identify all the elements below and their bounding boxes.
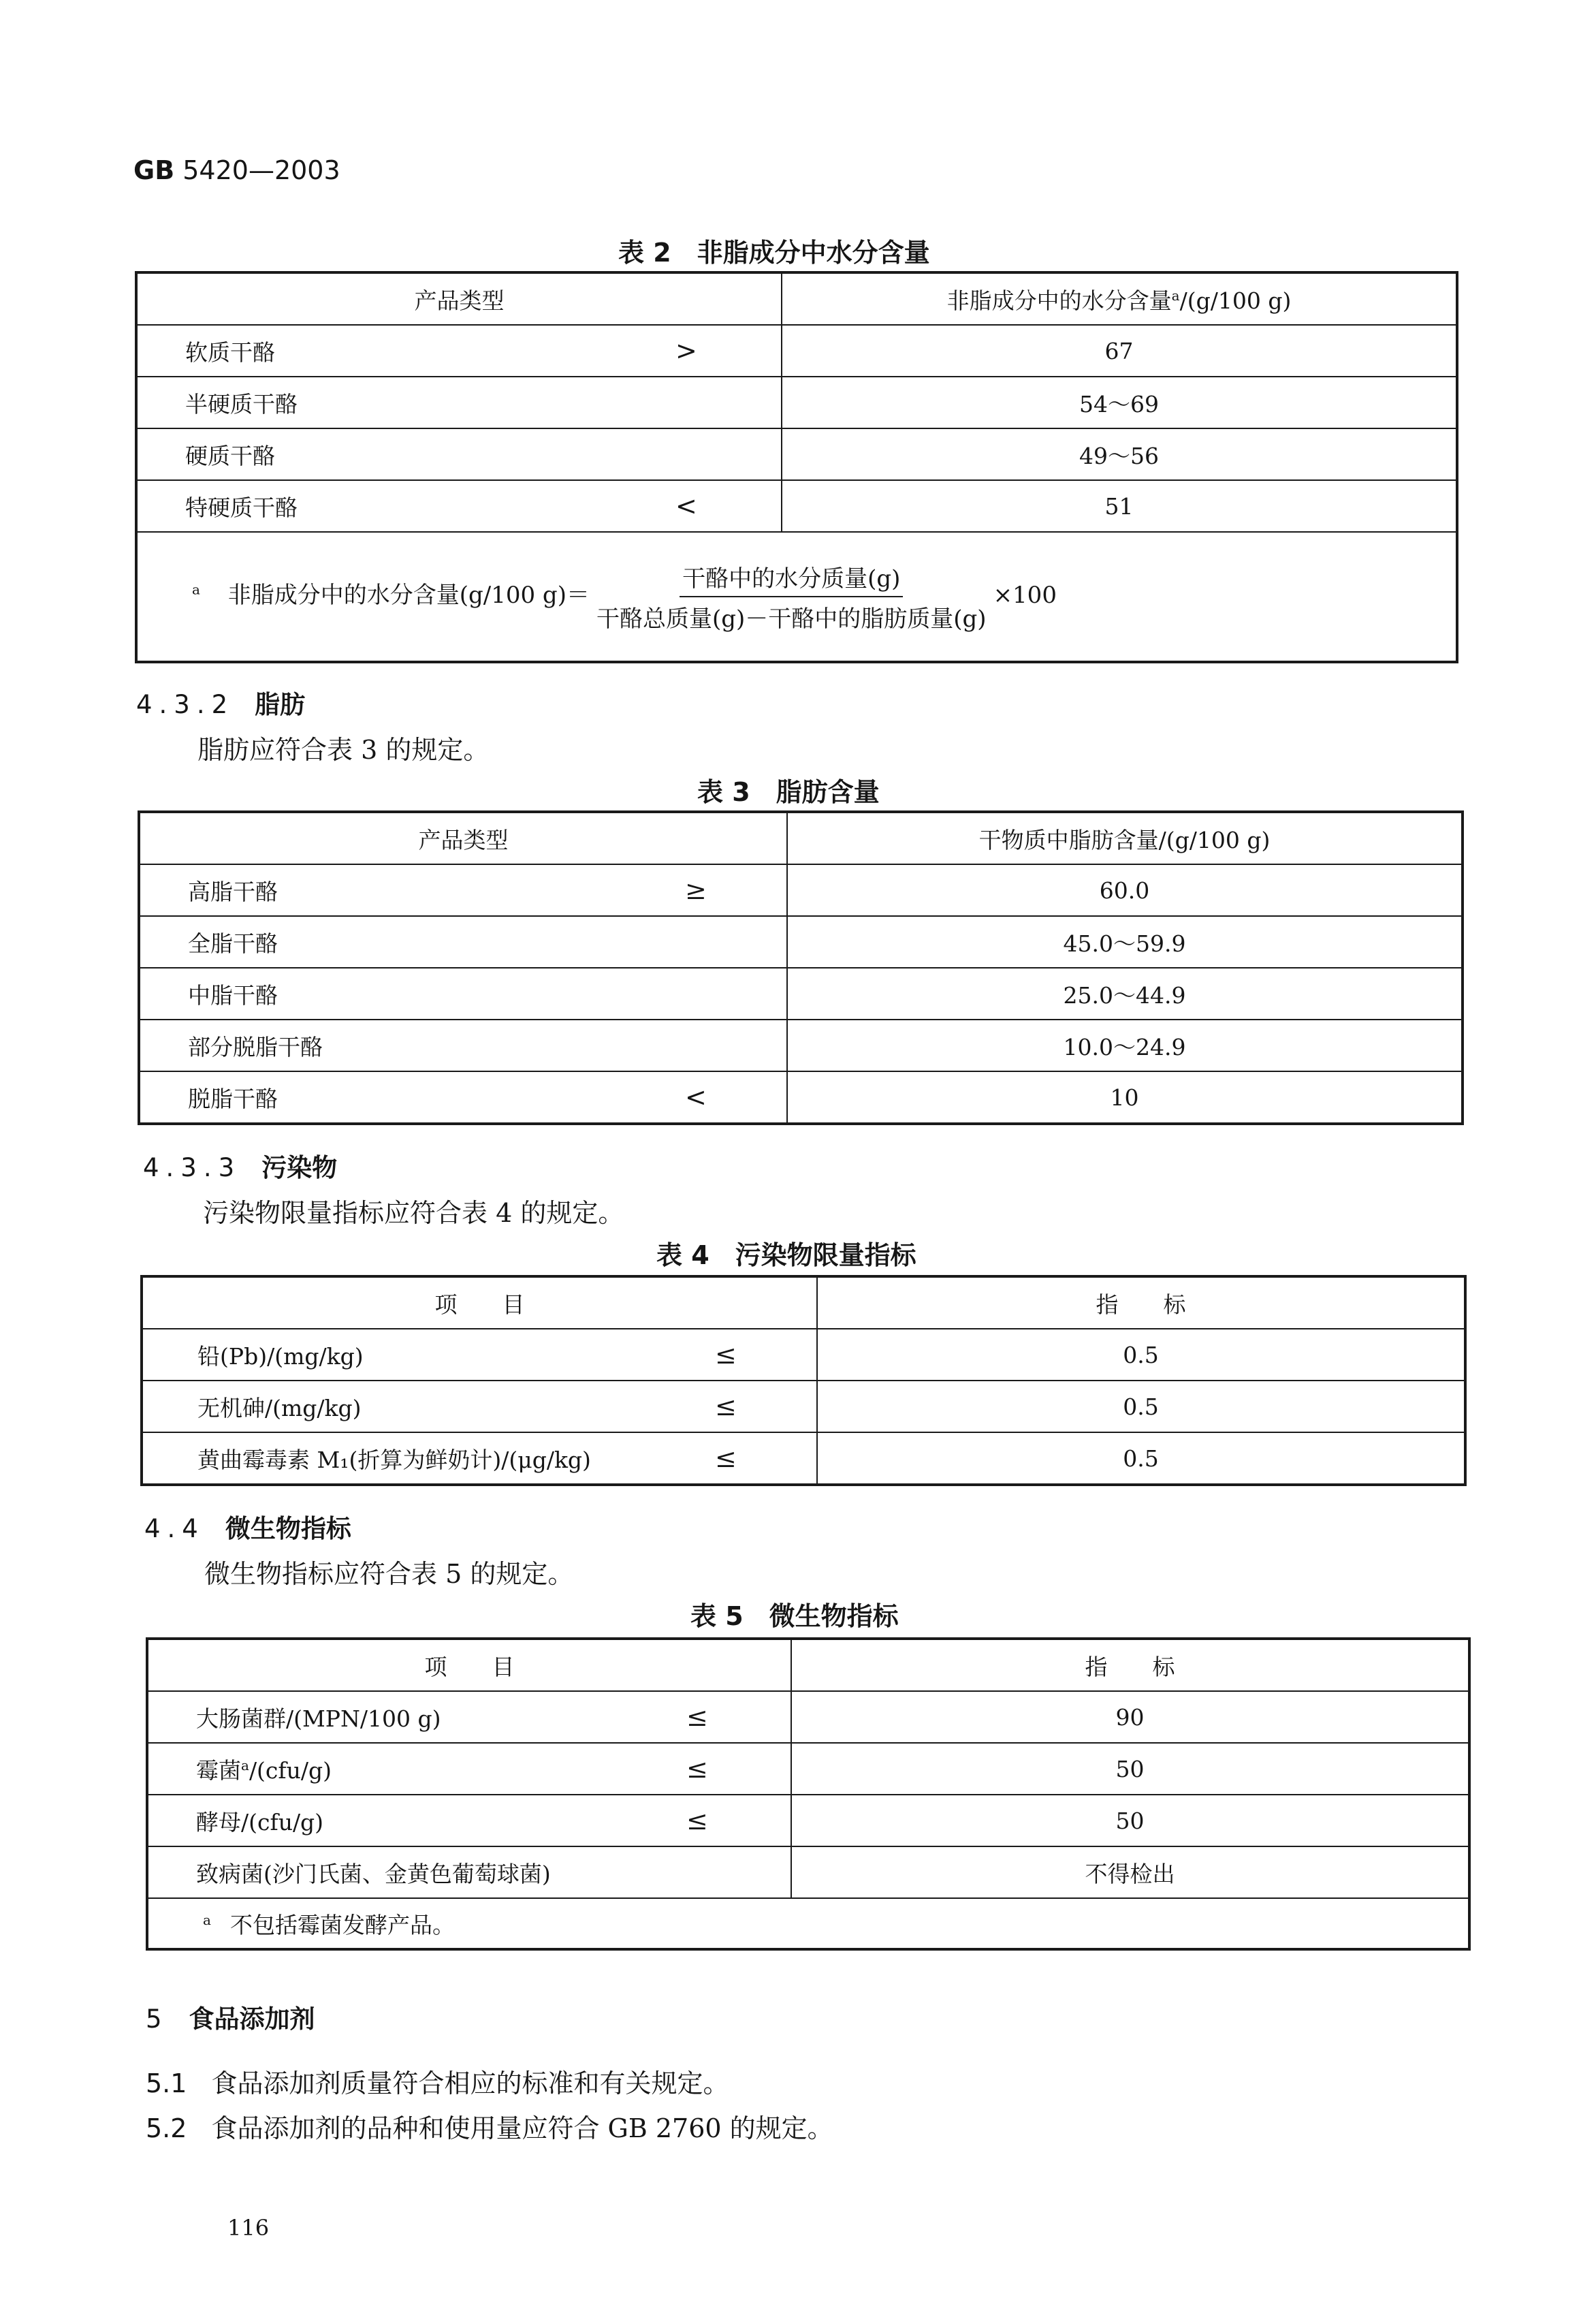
table4-header [142, 1276, 1465, 1329]
table3-col1: 产品类型 [139, 812, 787, 864]
table-row [136, 325, 1457, 377]
cell-text: 致病菌(沙门氏菌、金黄色葡萄球菌) [196, 1860, 551, 1887]
table-row [139, 1020, 1463, 1071]
table2-note [136, 532, 1457, 662]
table3-value-cell: 10.0～24.9 [787, 1020, 1463, 1071]
table5-col2: 指 标 [791, 1639, 1469, 1691]
cell-text: 半硬质干酪 [185, 390, 298, 418]
cell-unit: /(cfu/g) [249, 1756, 332, 1784]
table-row [142, 1432, 1465, 1485]
operator: ≤ [715, 1443, 737, 1473]
operator: > [675, 336, 697, 366]
table2-value-cell: 67 [782, 325, 1457, 377]
operator: < [675, 491, 697, 521]
table2-type-cell [136, 480, 782, 532]
cell-text: 部分脱脂干酪 [188, 1033, 323, 1060]
col2-unit: /(g/100 g) [1179, 287, 1292, 314]
table4 [140, 1275, 1467, 1486]
standard-prefix: GB [133, 155, 175, 185]
table4-item-cell [142, 1432, 817, 1485]
formula-rhs: ×100 [993, 582, 1057, 609]
cell-text: 大肠菌群/(MPN/100 g) [196, 1705, 441, 1732]
table4-value-cell: 0.5 [817, 1432, 1465, 1485]
table5-col1: 项 目 [147, 1639, 791, 1691]
table3-type-cell [139, 864, 787, 916]
table-row [147, 1846, 1469, 1898]
table4-col1: 项 目 [142, 1276, 817, 1329]
section-4-4 [144, 1508, 351, 1545]
section-number: 4.3.2 [136, 690, 235, 719]
table5-item-cell [147, 1795, 791, 1846]
section-4-3-2 [136, 684, 305, 721]
section-4-3-2-text: 脂肪应符合表 3 的规定。 [197, 735, 490, 765]
table2-col2 [782, 272, 1457, 325]
table-row [142, 1329, 1465, 1381]
table5-item-cell [147, 1846, 791, 1898]
cell-text: 特硬质干酪 [185, 494, 298, 521]
section-number: 5.2 [146, 2113, 187, 2143]
cell-text: 中脂干酪 [188, 981, 278, 1009]
table-row [139, 916, 1463, 968]
cell-text: 黄曲霉毒素 M₁(折算为鲜奶计)/(μg/kg) [197, 1446, 591, 1473]
formula-denominator: 干酪总质量(g)－干酪中的脂肪质量(g) [596, 605, 987, 633]
table5-value-cell: 不得检出 [791, 1846, 1469, 1898]
table-row [147, 1743, 1469, 1795]
formula-fraction [594, 560, 989, 633]
table5-value-cell: 50 [791, 1795, 1469, 1846]
table5-title: 表 5 微生物指标 [690, 1601, 899, 1631]
operator: ≥ [685, 875, 707, 905]
cell-text: 硬质干酪 [185, 442, 275, 469]
section-4-3-3-text: 污染物限量指标应符合表 4 的规定。 [203, 1198, 624, 1228]
table-row [136, 377, 1457, 428]
table4-col2: 指 标 [817, 1276, 1465, 1329]
table5-item-cell [147, 1691, 791, 1743]
cell-text: 霉菌 [196, 1756, 241, 1784]
table5-value-cell: 50 [791, 1743, 1469, 1795]
table5-item-cell [147, 1743, 791, 1795]
table2-value-cell: 49～56 [782, 428, 1457, 480]
standard-number: 5420—2003 [182, 155, 340, 185]
table3-col2: 干物质中脂肪含量/(g/100 g) [787, 812, 1463, 864]
section-4-3-3 [143, 1147, 337, 1184]
section-5-1 [146, 2062, 729, 2100]
cell-text: 无机砷/(mg/kg) [197, 1394, 362, 1421]
table-row [147, 1691, 1469, 1743]
operator: ≤ [715, 1340, 737, 1370]
table5-note [147, 1898, 1469, 1949]
section-heading: 食品添加剂 [189, 2004, 315, 2034]
section-number: 4.4 [144, 1514, 205, 1543]
table3-value-cell: 10 [787, 1071, 1463, 1124]
note-mark: a [192, 581, 200, 598]
table2-type-cell [136, 377, 782, 428]
table4-value-cell: 0.5 [817, 1381, 1465, 1432]
table4-item-cell [142, 1381, 817, 1432]
table3-value-cell: 45.0～59.9 [787, 916, 1463, 968]
section-heading: 污染物 [261, 1153, 338, 1182]
table2-value-cell: 51 [782, 480, 1457, 532]
table5 [146, 1637, 1471, 1951]
table2-type-cell [136, 325, 782, 377]
table2-title: 表 2 非脂成分中水分含量 [618, 238, 930, 268]
cell-text: 脱脂干酪 [188, 1085, 278, 1112]
section-number: 5.1 [146, 2068, 187, 2098]
table3-type-cell [139, 968, 787, 1020]
table3-type-cell [139, 1020, 787, 1071]
table-row [139, 864, 1463, 916]
table4-value-cell: 0.5 [817, 1329, 1465, 1381]
table3-value-cell: 60.0 [787, 864, 1463, 916]
table2-col1: 产品类型 [136, 272, 782, 325]
table5-note-row [147, 1898, 1469, 1949]
table3-header [139, 812, 1463, 864]
table2-note-row [136, 532, 1457, 662]
table3 [138, 810, 1464, 1125]
formula-lhs: 非脂成分中的水分含量(g/100 g)＝ [227, 582, 590, 609]
section-5-2 [146, 2107, 833, 2145]
note-text: 不包括霉菌发酵产品。 [229, 1911, 455, 1938]
table3-title: 表 3 脂肪含量 [697, 777, 880, 807]
section-5 [146, 1998, 315, 2035]
table2 [135, 271, 1458, 663]
operator: ≤ [686, 1702, 708, 1732]
operator: < [685, 1082, 707, 1112]
page-number: 116 [227, 2215, 270, 2241]
table5-header [147, 1639, 1469, 1691]
cell-text: 全脂干酪 [188, 930, 278, 957]
table2-value-cell: 54～69 [782, 377, 1457, 428]
note-mark: a [203, 1911, 211, 1928]
section-heading: 脂肪 [255, 690, 306, 719]
table-row [139, 968, 1463, 1020]
section-number: 4.3.3 [143, 1153, 242, 1182]
operator: ≤ [715, 1391, 737, 1421]
standard-code [133, 155, 340, 185]
formula-numerator: 干酪中的水分质量(g) [680, 560, 903, 597]
table3-value-cell: 25.0～44.9 [787, 968, 1463, 1020]
section-text: 食品添加剂的品种和使用量应符合 GB 2760 的规定。 [211, 2113, 833, 2143]
section-text: 食品添加剂质量符合相应的标准和有关规定。 [211, 2068, 729, 2098]
table-row [139, 1071, 1463, 1124]
table-row [136, 480, 1457, 532]
cell-text: 高脂干酪 [188, 878, 278, 905]
col2-sup: a [1171, 287, 1180, 304]
col2-text: 非脂成分中的水分含量 [946, 287, 1172, 314]
table3-type-cell [139, 916, 787, 968]
table2-header [136, 272, 1457, 325]
footnote-mark: a [241, 1756, 249, 1774]
table5-value-cell: 90 [791, 1691, 1469, 1743]
table4-item-cell [142, 1329, 817, 1381]
table-row [136, 428, 1457, 480]
cell-text: 软质干酪 [185, 338, 275, 366]
table2-type-cell [136, 428, 782, 480]
table4-title: 表 4 污染物限量指标 [656, 1240, 916, 1270]
table3-type-cell [139, 1071, 787, 1124]
section-number: 5 [146, 2004, 169, 2034]
section-heading: 微生物指标 [225, 1514, 351, 1543]
cell-text: 铅(Pb)/(mg/kg) [197, 1342, 364, 1370]
section-4-4-text: 微生物指标应符合表 5 的规定。 [204, 1559, 574, 1589]
operator: ≤ [686, 1754, 708, 1784]
cell-text: 酵母/(cfu/g) [196, 1808, 324, 1836]
table-row [147, 1795, 1469, 1846]
table-row [142, 1381, 1465, 1432]
operator: ≤ [686, 1806, 708, 1836]
